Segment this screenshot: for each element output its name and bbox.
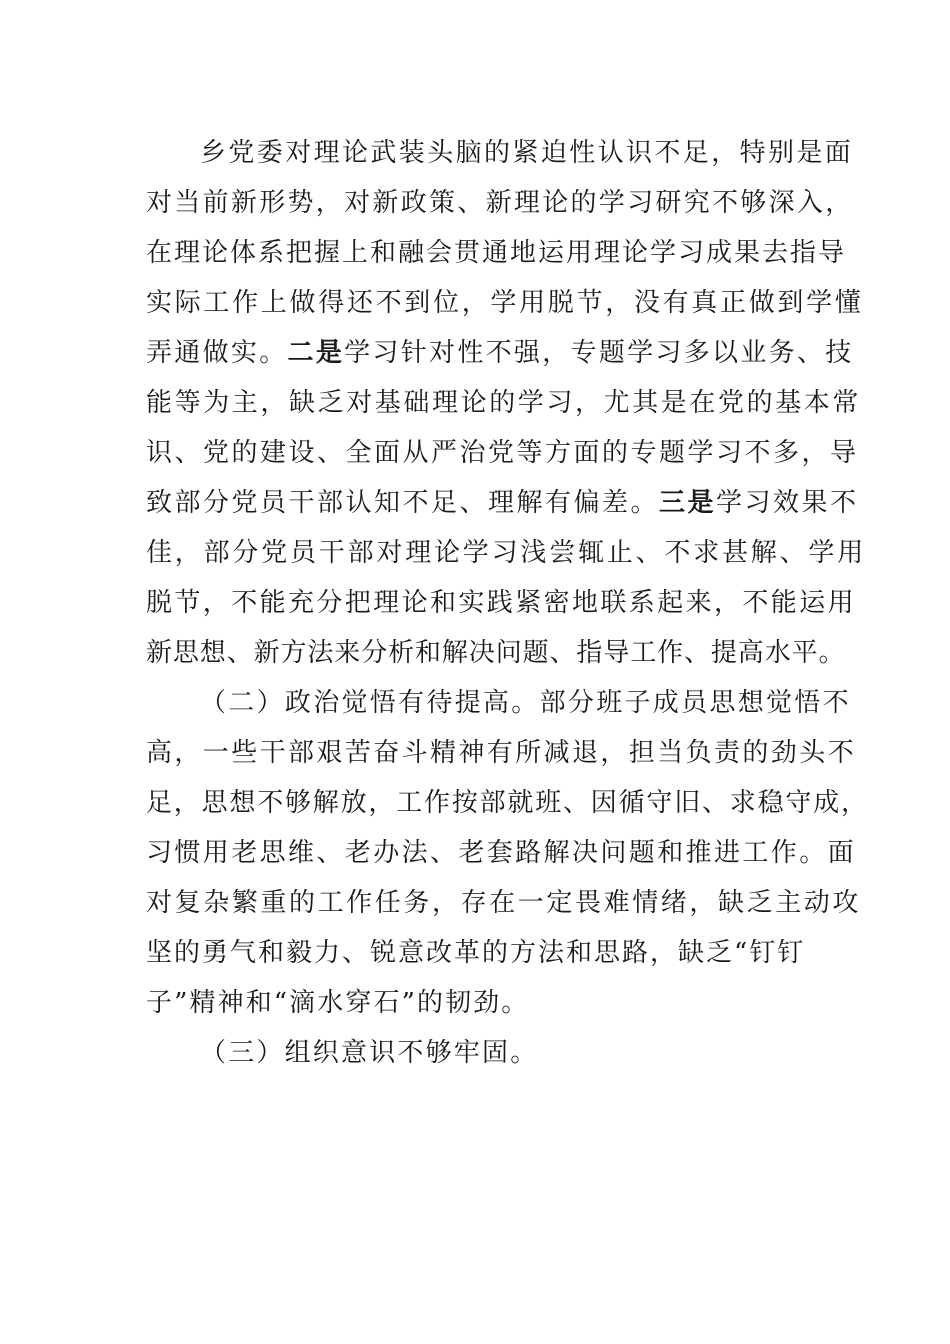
- paragraph-line: 脱节，不能充分把理论和实践紧密地联系起来，不能运用: [146, 588, 857, 618]
- text-run: 学习效果不: [716, 488, 859, 518]
- paragraph-line: 能等为主，缺乏对基础理论的学习，尤其是在党的基本常: [146, 388, 862, 418]
- bold-marker: 三是: [659, 488, 717, 518]
- text-run: 致部分党员干部认知不足、理解有偏差。: [146, 488, 660, 518]
- paragraph-line: 坚的勇气和毅力、锐意改革的方法和思路，缺乏“钉钉: [146, 938, 806, 968]
- section-heading-3: （三）组织意识不够牢固。: [200, 1038, 539, 1068]
- paragraph-line: 高，一些干部艰苦奋斗精神有所减退，担当负责的劲头不: [146, 738, 857, 768]
- paragraph-line: 对复杂繁重的工作任务，存在一定畏难情绪，缺乏主动攻: [146, 888, 862, 918]
- bold-marker: 二是: [287, 338, 345, 368]
- paragraph-line: 对当前新形势，对新政策、新理论的学习研究不够深入，: [146, 188, 854, 218]
- paragraph-line: 习惯用老思维、老办法、老套路解决问题和推进工作。面: [146, 838, 857, 868]
- paragraph-line: 乡党委对理论武装头脑的紧迫性认识不足，特别是面: [200, 138, 854, 168]
- paragraph-line: [146, 486, 950, 520]
- paragraph-line: 足，思想不够解放，工作按部就班、因循守旧、求稳守成，: [146, 788, 869, 818]
- paragraph-line: 佳，部分党员干部对理论学习浅尝辄止、不求甚解、学用: [146, 538, 867, 568]
- paragraph-line: 识、党的建设、全面从严治党等方面的专题学习不多，导: [146, 438, 859, 468]
- paragraph-line: [146, 336, 950, 370]
- paragraph-line: 在理论体系把握上和融会贯通地运用理论学习成果去指导: [146, 238, 847, 268]
- paragraph-line: 实际工作上做得还不到位，学用脱节，没有真正做到学懂: [146, 288, 864, 318]
- paragraph-line: 新思想、新方法来分析和解决问题、指导工作、提高水平。: [146, 638, 846, 668]
- paragraph-line: 子”精神和“滴水穿石”的韧劲。: [146, 988, 530, 1018]
- text-run: 学习针对性不强，专题学习多以业务、技: [344, 338, 854, 368]
- section-heading-2: （二）政治觉悟有待提高。部分班子成员思想觉悟不: [200, 688, 851, 718]
- text-run: 弄通做实。: [146, 338, 288, 368]
